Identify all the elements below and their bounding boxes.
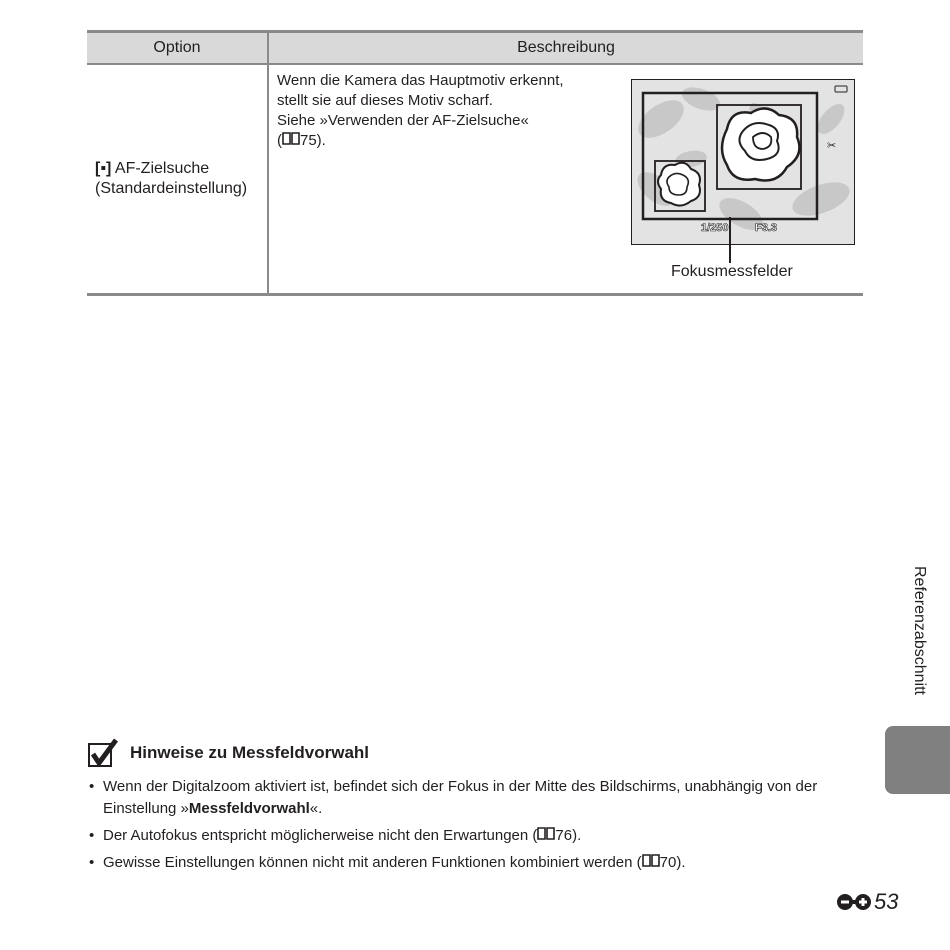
aperture-value: F3.3: [755, 222, 778, 234]
book-icon: [642, 854, 660, 867]
notes-list: [88, 776, 868, 874]
flower-small: [658, 163, 700, 206]
list-item: • Wenn der Digitalzoom aktiviert ist, befindet sich der Fokus in der Mitte des Bildschirms, unabhängig von der Einstellung »Messfeldvorwahl«.: [89, 778, 818, 817]
notes-heading-text: Hinweise zu Messfeldvorwahl: [130, 743, 370, 762]
checkmark-icon: [88, 738, 118, 768]
option-name-text: AF-Zielsuche: [114, 160, 210, 177]
book-icon: [537, 827, 555, 840]
page-number: [836, 889, 898, 915]
desc-line: Wenn die Kamera das Hauptmotiv erkennt,: [277, 72, 564, 89]
page-number-text: 53: [874, 889, 899, 914]
list-item: • Gewisse Einstellungen können nicht mit anderen Funktionen kombiniert werden ( 70).: [89, 854, 686, 871]
desc-line: Siehe »Verwenden der AF-Zielsuche«: [277, 112, 529, 129]
header-description: Beschreibung: [268, 32, 863, 65]
desc-page-ref: ( 75).: [277, 132, 326, 149]
section-tab: [885, 726, 950, 794]
description-cell: [268, 64, 863, 295]
vibration-reduction-icon: ✂: [827, 139, 837, 152]
figure-label: Fokusmessfelder: [671, 263, 793, 280]
callout-line-extension: [729, 245, 731, 263]
book-icon: [282, 132, 300, 145]
description-text: [277, 71, 607, 151]
option-default: (Standardeinstellung): [95, 180, 248, 197]
desc-line: stellt sie auf dieses Motiv scharf.: [277, 92, 493, 109]
table-header-row: [87, 32, 863, 65]
header-option: Option: [87, 32, 268, 65]
list-item: • Der Autofokus entspricht möglicherweise nicht den Erwartungen ( 76).: [89, 827, 582, 844]
camera-screen-illustration: [631, 79, 855, 245]
option-cell: [87, 64, 268, 295]
notes-section: [88, 738, 868, 879]
af-target-finding-icon: [▪]: [95, 160, 112, 177]
notes-heading: [88, 738, 868, 768]
options-table: [87, 30, 863, 296]
shutter-speed: 1/250: [701, 222, 729, 234]
reference-section-icon: [836, 891, 872, 913]
section-tab-label: Referenzabschnitt: [911, 566, 928, 695]
table-row: [87, 64, 863, 295]
option-name: [95, 159, 267, 179]
